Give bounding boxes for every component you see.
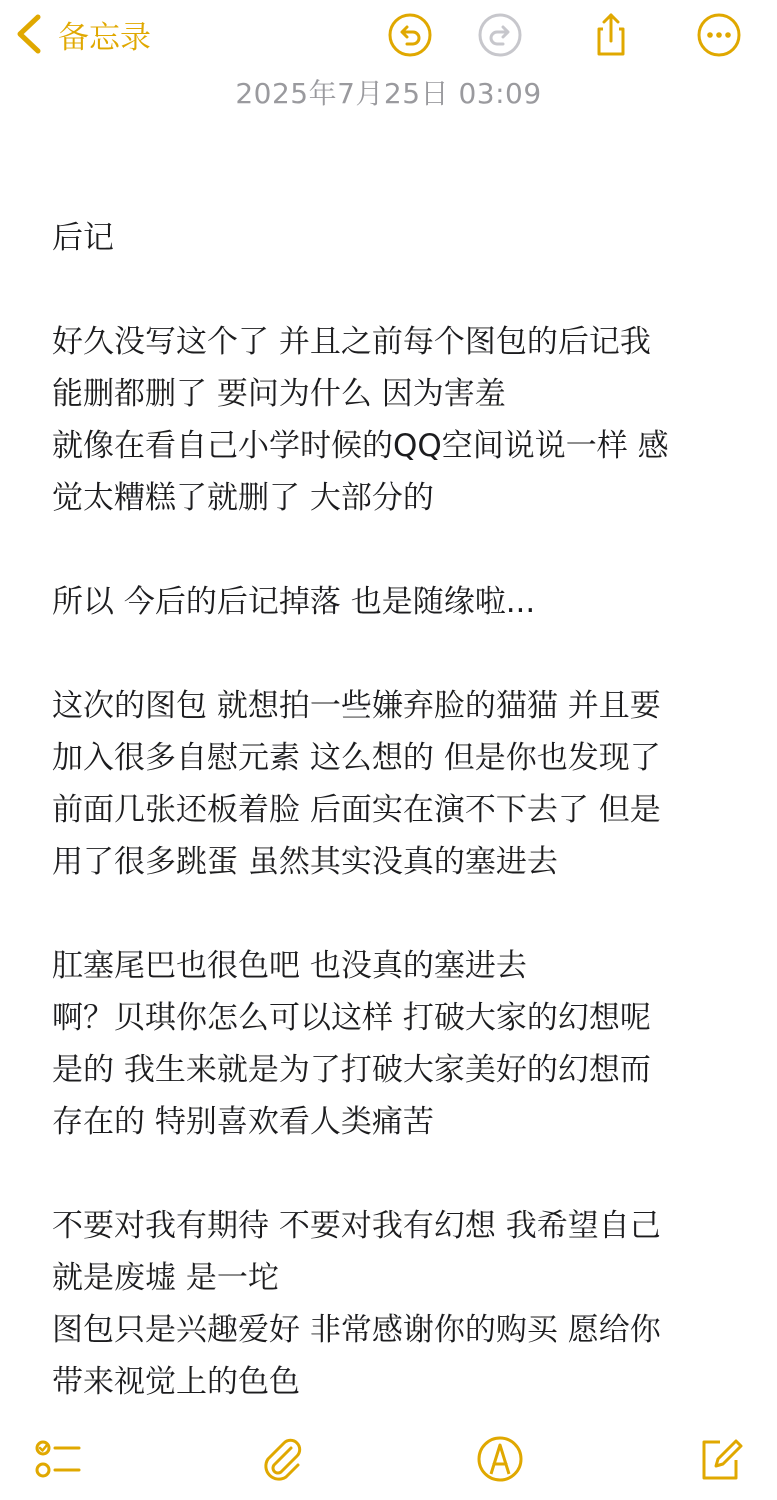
markup-pen-icon (475, 1434, 525, 1484)
checklist-icon (33, 1434, 83, 1484)
markup-button[interactable] (474, 1433, 526, 1485)
note-paragraph: 肛塞尾巴也很色吧 也没真的塞进去 啊？贝琪你怎么可以这样 打破大家的幻想呢 是的 我生来就是为了打破大家美好的幻想而 存在的 特别喜欢看人类痛苦 (52, 948, 651, 1140)
chevron-left-icon (14, 13, 44, 55)
undo-icon (387, 12, 433, 58)
note-paragraph: 这次的图包 就想拍一些嫌弃脸的猫猫 并且要 加入很多自慰元素 这么想的 但是你也发现了 前面几张还板着脸 后面实在演不下去了 但是 用了很多跳蛋 虽然其实没真的塞进去 (52, 688, 661, 880)
note-paragraph: 所以 今后的后记掉落 也是随缘啦... (52, 584, 536, 620)
redo-button[interactable] (477, 12, 523, 58)
more-icon (696, 12, 742, 58)
checklist-button[interactable] (32, 1433, 84, 1485)
more-button[interactable] (696, 12, 742, 58)
note-content[interactable] (52, 212, 742, 1408)
share-button[interactable] (588, 12, 634, 58)
redo-icon (477, 12, 523, 58)
blank-line (52, 628, 742, 680)
blank-line (52, 1148, 742, 1200)
top-toolbar (0, 0, 777, 70)
note-date: 2025年7月25日 03:09 (235, 77, 542, 110)
paperclip-icon (257, 1434, 307, 1484)
share-icon (588, 12, 634, 58)
note-paragraph: 不要对我有期待 不要对我有幻想 我希望自己 就是废墟 是一坨 图包只是兴趣爱好 非常感谢你的购买 愿给你 带来视觉上的色色 (52, 1208, 661, 1400)
note-paragraph: 好久没写这个了 并且之前每个图包的后记我 能删都删了 要问为什么 因为害羞 就像在看自己小学时候的QQ空间说说一样 感 觉太糟糕了就删了 大部分的 (52, 324, 669, 516)
note-title: 后记 (52, 220, 114, 256)
back-button[interactable] (14, 10, 151, 58)
bottom-toolbar (0, 1425, 777, 1495)
undo-button[interactable] (387, 12, 433, 58)
blank-line (52, 264, 742, 316)
blank-line (52, 888, 742, 940)
compose-icon (696, 1434, 746, 1484)
blank-line (52, 524, 742, 576)
back-button-label: 备忘录 (58, 19, 151, 56)
attach-button[interactable] (256, 1433, 308, 1485)
compose-button[interactable] (695, 1433, 747, 1485)
